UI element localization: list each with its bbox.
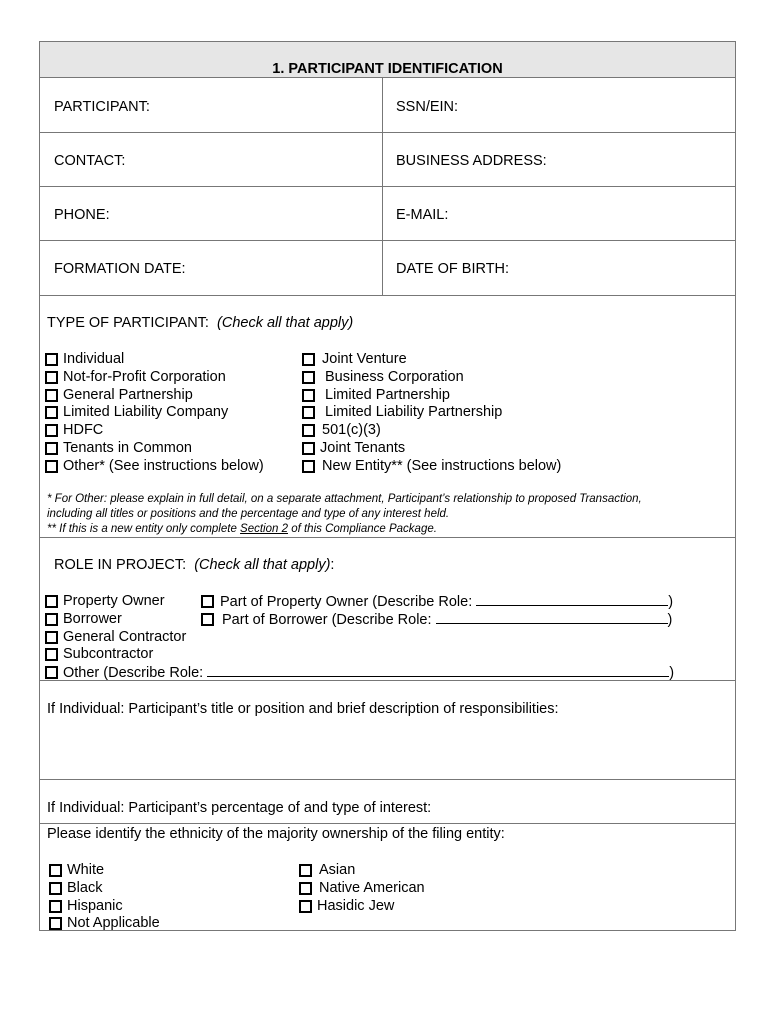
role-option-part-owner: Part of Property Owner (Describe Role: ) bbox=[220, 594, 674, 610]
participant-type-section bbox=[40, 296, 735, 538]
checkbox[interactable] bbox=[49, 882, 62, 895]
participant-type-option: HDFC bbox=[63, 422, 104, 438]
role-hint: (Check all that apply) bbox=[194, 557, 331, 573]
participant-type-option: Other* (See instructions below) bbox=[63, 458, 264, 474]
checkbox[interactable] bbox=[45, 389, 58, 402]
participant-type-option: Limited Liability Partnership bbox=[325, 404, 503, 420]
checkbox[interactable] bbox=[302, 406, 315, 419]
role-option: Subcontractor bbox=[63, 646, 154, 662]
checkbox[interactable] bbox=[45, 648, 58, 661]
participant-type-option: 501(c)(3) bbox=[322, 422, 381, 438]
checkbox[interactable] bbox=[45, 613, 58, 626]
participant-type-option: Not-for-Profit Corporation bbox=[63, 369, 226, 385]
checkbox[interactable] bbox=[299, 900, 312, 913]
participant-type-option: Joint Venture bbox=[322, 351, 407, 367]
row-phone bbox=[40, 187, 735, 241]
date-of-birth-label[interactable]: DATE OF BIRTH: bbox=[396, 261, 510, 277]
checkbox[interactable] bbox=[45, 666, 58, 679]
checkbox[interactable] bbox=[302, 353, 315, 366]
describe-role-line[interactable] bbox=[436, 611, 668, 624]
section-header bbox=[40, 42, 735, 78]
role-option: Property Owner bbox=[63, 593, 165, 609]
checkbox[interactable] bbox=[201, 613, 214, 626]
checkbox[interactable] bbox=[299, 882, 312, 895]
checkbox[interactable] bbox=[299, 864, 312, 877]
individual-title-section bbox=[40, 681, 735, 780]
role-option: Borrower bbox=[63, 611, 122, 627]
individual-interest-label[interactable]: If Individual: Participant’s percentage of and type of interest: bbox=[47, 800, 432, 816]
describe-role-line[interactable] bbox=[476, 593, 668, 606]
row-contact bbox=[40, 133, 735, 187]
checkbox[interactable] bbox=[45, 460, 58, 473]
ethnicity-option: Hispanic bbox=[67, 898, 123, 914]
participant-type-option: New Entity** (See instructions below) bbox=[322, 458, 562, 474]
section-title: 1. PARTICIPANT IDENTIFICATION bbox=[272, 61, 503, 77]
checkbox[interactable] bbox=[302, 371, 315, 384]
ssn-ein-label[interactable]: SSN/EIN: bbox=[396, 99, 459, 115]
other-instruction-note: * For Other: please explain in full detail, on a separate attachment, Participant’s relationship to proposed Transaction, bbox=[47, 493, 642, 505]
ethnicity-label: Please identify the ethnicity of the majority ownership of the filing entity: bbox=[47, 826, 505, 842]
checkbox[interactable] bbox=[45, 631, 58, 644]
other-instruction-note-2: including all titles or positions and the percentage and type of any interest held. bbox=[47, 508, 450, 520]
participant-type-option: Individual bbox=[63, 351, 125, 367]
role-other: Other (Describe Role: ) bbox=[63, 665, 675, 681]
ethnicity-option: Hasidic Jew bbox=[317, 898, 395, 914]
ethnicity-option: White bbox=[67, 862, 105, 878]
row-formation-date bbox=[40, 241, 735, 296]
contact-label[interactable]: CONTACT: bbox=[54, 153, 126, 169]
phone-label[interactable]: PHONE: bbox=[54, 207, 110, 223]
business-address-label[interactable]: BUSINESS ADDRESS: bbox=[396, 153, 547, 169]
checkbox[interactable] bbox=[45, 353, 58, 366]
participant-type-option: General Partnership bbox=[63, 387, 193, 403]
checkbox[interactable] bbox=[302, 424, 315, 437]
ethnicity-option: Black bbox=[67, 880, 103, 896]
participant-type-option: Limited Partnership bbox=[325, 387, 450, 403]
participant-type-hint: (Check all that apply) bbox=[217, 315, 354, 331]
participant-type-option: Limited Liability Company bbox=[63, 404, 229, 420]
describe-role-line[interactable] bbox=[207, 664, 669, 677]
participant-type-option: Business Corporation bbox=[325, 369, 464, 385]
checkbox[interactable] bbox=[302, 389, 315, 402]
new-entity-note: ** If this is a new entity only complete Section 2 of this Compliance Package. bbox=[47, 523, 437, 535]
checkbox[interactable] bbox=[302, 460, 315, 473]
individual-title-label[interactable]: If Individual: Participant’s title or position and brief description of responsibilities: bbox=[47, 701, 559, 717]
participant-label[interactable]: PARTICIPANT: bbox=[54, 99, 150, 115]
participant-type-option: Joint Tenants bbox=[320, 440, 406, 456]
checkbox[interactable] bbox=[49, 864, 62, 877]
section-2-link: Section 2 bbox=[240, 523, 288, 535]
individual-interest-section bbox=[40, 780, 735, 824]
checkbox[interactable] bbox=[45, 424, 58, 437]
checkbox[interactable] bbox=[49, 917, 62, 930]
role-option: General Contractor bbox=[63, 629, 187, 645]
checkbox[interactable] bbox=[45, 595, 58, 608]
role-label: ROLE IN PROJECT: (Check all that apply): bbox=[54, 557, 335, 573]
participant-identification-form bbox=[39, 41, 736, 931]
column-divider bbox=[382, 78, 383, 296]
participant-type-label: TYPE OF PARTICIPANT: (Check all that apply) bbox=[47, 315, 354, 331]
checkbox[interactable] bbox=[45, 371, 58, 384]
checkbox[interactable] bbox=[201, 595, 214, 608]
participant-type-option: Tenants in Common bbox=[63, 440, 192, 456]
checkbox[interactable] bbox=[302, 442, 315, 455]
role-section bbox=[40, 538, 735, 681]
checkbox[interactable] bbox=[45, 406, 58, 419]
ethnicity-option: Asian bbox=[319, 862, 356, 878]
ethnicity-option: Not Applicable bbox=[67, 915, 160, 931]
formation-date-label[interactable]: FORMATION DATE: bbox=[54, 261, 186, 277]
ethnicity-option: Native American bbox=[319, 880, 425, 896]
checkbox[interactable] bbox=[45, 442, 58, 455]
role-option-part-borrower: Part of Borrower (Describe Role: ) bbox=[222, 612, 673, 628]
row-participant bbox=[40, 78, 735, 133]
email-label[interactable]: E-MAIL: bbox=[396, 207, 449, 223]
checkbox[interactable] bbox=[49, 900, 62, 913]
